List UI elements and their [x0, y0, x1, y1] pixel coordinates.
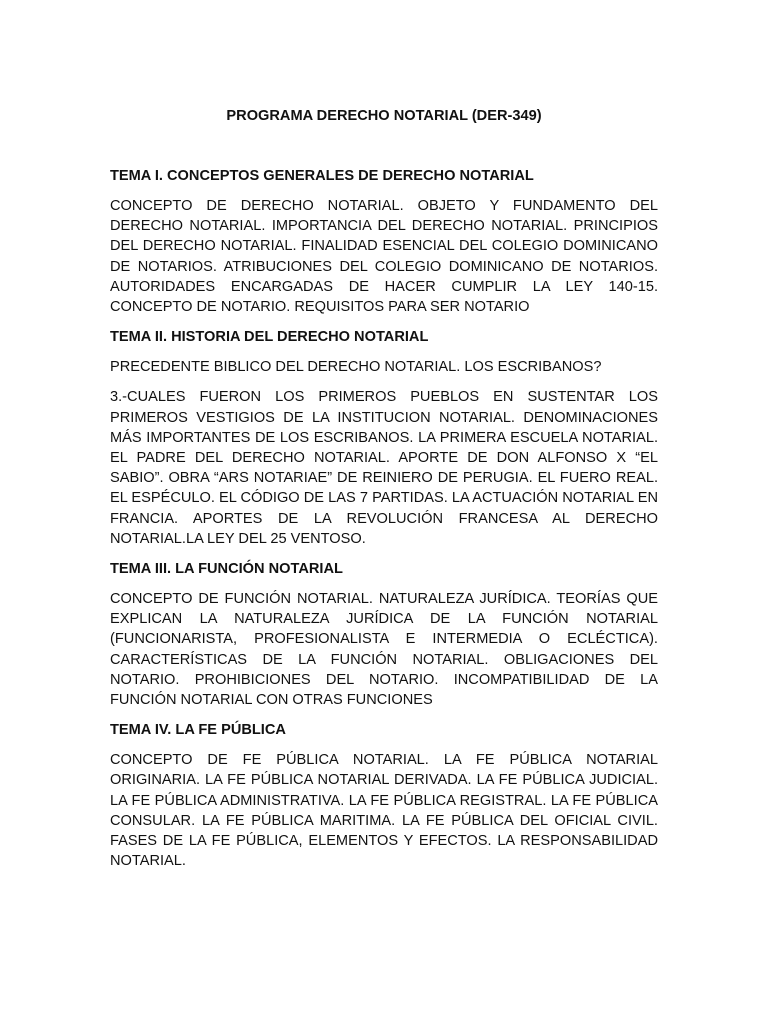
section-paragraph: PRECEDENTE BIBLICO DEL DERECHO NOTARIAL. LOS ESCRIBANOS? — [110, 359, 602, 376]
section-tema-3 — [110, 559, 658, 710]
section-paragraph: CONCEPTO DE FE PÚBLICA NOTARIAL. LA FE PÚBLICA NOTARIAL ORIGINARIA. LA FE PÚBLICA NOTARIAL DERIVADA. LA FE PÚBLICA JUDICIAL. LA FE PÚBLICA ADMINISTRATIVA. LA FE PÚBLICA REGISTRAL. LA FE PÚBLICA CONSULAR. LA FE PÚBLICA MARITIMA. LA FE PÚBLICA DEL OFICIAL CIVIL. FASES DE LA FE PÚBLICA, ELEMENTOS Y EFECTOS. LA RESPONSABILIDAD NOTARIAL. — [110, 752, 658, 870]
section-tema-1 — [110, 166, 658, 317]
document-body — [110, 166, 658, 881]
section-tema-4 — [110, 720, 658, 871]
document-title: PROGRAMA DERECHO NOTARIAL (DER-349) — [226, 108, 542, 124]
section-paragraph: CONCEPTO DE FUNCIÓN NOTARIAL. NATURALEZA JURÍDICA. TEORÍAS QUE EXPLICAN LA NATURALEZA JURÍDICA DE LA FUNCIÓN NOTARIAL (FUNCIONARISTA, PROFESIONALISTA E INTERMEDIA O ECLÉCTICA). CARACTERÍSTICAS DE LA FUNCIÓN NOTARIAL. OBLIGACIONES DEL NOTARIO. PROHIBICIONES DEL NOTARIO. INCOMPATIBILIDAD DE LA FUNCIÓN NOTARIAL CON OTRAS FUNCIONES — [110, 591, 658, 709]
section-paragraph: 3.-CUALES FUERON LOS PRIMEROS PUEBLOS EN SUSTENTAR LOS PRIMEROS VESTIGIOS DE LA INSTITUCION NOTARIAL. DENOMINACIONES MÁS IMPORTANTES DE LOS ESCRIBANOS. LA PRIMERA ESCUELA NOTARIAL. EL PADRE DEL DERECHO NOTARIAL. APORTE DE DON ALFONSO X “EL SABIO”. OBRA “ARS NOTARIAE” DE REINIERO DE PERUGIA. EL FUERO REAL. EL ESPÉCULO. EL CÓDIGO DE LAS 7 PARTIDAS. LA ACTUACIÓN NOTARIAL EN FRANCIA. APORTES DE LA REVOLUCIÓN FRANCESA AL DERECHO NOTARIAL.LA LEY DEL 25 VENTOSO. — [110, 389, 658, 547]
section-heading: TEMA I. CONCEPTOS GENERALES DE DERECHO NOTARIAL — [110, 168, 534, 184]
section-heading: TEMA III. LA FUNCIÓN NOTARIAL — [110, 561, 343, 578]
section-tema-2 — [110, 327, 658, 549]
section-paragraph: CONCEPTO DE DERECHO NOTARIAL. OBJETO Y FUNDAMENTO DEL DERECHO NOTARIAL. IMPORTANCIA DEL DERECHO NOTARIAL. PRINCIPIOS DEL DERECHO NOTARIAL. FINALIDAD ESENCIAL DEL COLEGIO DOMINICANO DE NOTARIOS. ATRIBUCIONES DEL COLEGIO DOMINICANO DE NOTARIOS. AUTORIDADES ENCARGADAS DE HACER CUMPLIR LA LEY 140-15. CONCEPTO DE NOTARIO. REQUISITOS PARA SER NOTARIO — [110, 198, 658, 316]
section-heading: TEMA IV. LA FE PÚBLICA — [110, 722, 286, 739]
section-heading: TEMA II. HISTORIA DEL DERECHO NOTARIAL — [110, 329, 429, 346]
